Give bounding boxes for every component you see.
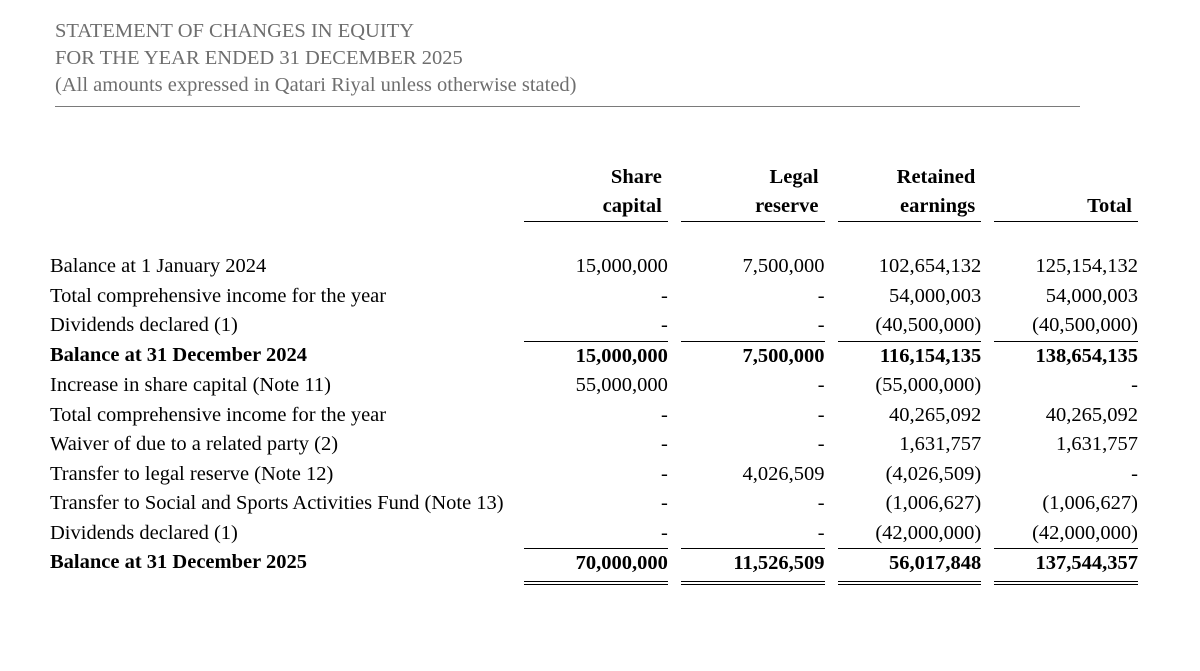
table-row [50, 489, 1138, 519]
retained-earnings-value: (42,000,000) [875, 521, 982, 544]
total-value: - [1131, 374, 1138, 396]
table-row [50, 282, 1138, 312]
retained-earnings-value: (4,026,509) [885, 462, 982, 485]
statement-title: STATEMENT OF CHANGES IN EQUITY [55, 20, 415, 42]
legal-reserve-value: 7,500,000 [681, 341, 825, 372]
total-value: 1,631,757 [1056, 433, 1138, 455]
currency-note: (All amounts expressed in Qatari Riyal unless otherwise stated) [55, 74, 577, 96]
table-row [50, 430, 1138, 460]
row-label: Increase in share capital (Note 11) [50, 374, 331, 396]
share-capital-value: - [660, 492, 668, 514]
column-header-retained-earnings [838, 163, 982, 222]
retained-earnings-value: 102,654,132 [878, 255, 982, 277]
row-label: Dividends declared (1) [50, 521, 238, 544]
column-header-line1 [994, 163, 1138, 192]
total-value: (42,000,000) [1032, 521, 1138, 544]
share-capital-value: - [660, 433, 668, 455]
total-value: 137,544,357 [994, 548, 1138, 585]
total-value: 54,000,003 [1045, 284, 1138, 307]
column-header-share-capital [524, 163, 668, 222]
row-label: Total comprehensive income for the year [50, 284, 387, 307]
column-header-line2: capital [602, 195, 662, 217]
subtotal-row [50, 341, 1138, 372]
total-value: 125,154,132 [1035, 255, 1138, 277]
legal-reserve-value: - [817, 433, 825, 455]
statement-header [55, 18, 1080, 99]
share-capital-value: - [660, 284, 668, 307]
share-capital-value: 55,000,000 [575, 374, 668, 396]
retained-earnings-value: 1,631,757 [899, 433, 982, 455]
row-label: Dividends declared (1) [50, 314, 238, 336]
column-header-line2: reserve [755, 195, 819, 217]
retained-earnings-value: 56,017,848 [838, 548, 982, 585]
retained-earnings-value: 116,154,135 [838, 341, 982, 372]
share-capital-value: 70,000,000 [524, 548, 668, 585]
total-value: - [1131, 462, 1138, 485]
column-header-line2: earnings [900, 195, 976, 217]
share-capital-value: - [660, 403, 668, 426]
retained-earnings-value: 54,000,003 [888, 284, 982, 307]
retained-earnings-value: (1,006,627) [885, 492, 982, 514]
share-capital-value: - [660, 521, 668, 544]
column-header-line1: Share [610, 166, 662, 188]
row-label: Transfer to legal reserve (Note 12) [50, 462, 334, 485]
share-capital-value: 15,000,000 [575, 255, 668, 277]
legal-reserve-value: 7,500,000 [742, 255, 825, 277]
total-value: 138,654,135 [994, 341, 1138, 372]
legal-reserve-value: - [817, 492, 825, 514]
column-header-total [994, 163, 1138, 222]
label-column-header [50, 163, 514, 222]
table-row [50, 401, 1138, 431]
equity-table [50, 163, 1138, 585]
row-label: Transfer to Social and Sports Activities Fund (Note 13) [50, 492, 504, 514]
row-label: Balance at 1 January 2024 [50, 255, 267, 277]
legal-reserve-value: 4,026,509 [742, 462, 825, 485]
table-row [50, 311, 1138, 341]
share-capital-value: 15,000,000 [524, 341, 668, 372]
legal-reserve-value: - [817, 521, 825, 544]
legal-reserve-value: - [817, 284, 825, 307]
table-row [50, 519, 1138, 549]
legal-reserve-value: 11,526,509 [681, 548, 825, 585]
retained-earnings-value: (40,500,000) [875, 314, 982, 336]
statement-period: FOR THE YEAR ENDED 31 DECEMBER 2025 [55, 47, 463, 69]
header-divider [55, 106, 1080, 107]
row-label: Total comprehensive income for the year [50, 403, 387, 426]
column-header-line1: Retained [896, 166, 976, 188]
table-row [50, 371, 1138, 401]
table-row [50, 252, 1138, 282]
legal-reserve-value: - [817, 314, 825, 336]
row-label: Balance at 31 December 2024 [50, 343, 307, 366]
total-value: 40,265,092 [1045, 403, 1138, 426]
table-row [50, 460, 1138, 490]
total-value: (1,006,627) [1042, 492, 1138, 514]
closing-balance-row [50, 548, 1138, 585]
column-header-line1: Legal [769, 166, 819, 188]
share-capital-value: - [660, 314, 668, 336]
retained-earnings-value: (55,000,000) [875, 374, 982, 396]
retained-earnings-value: 40,265,092 [888, 403, 982, 426]
row-label: Balance at 31 December 2025 [50, 551, 307, 573]
total-value: (40,500,000) [1032, 314, 1138, 336]
legal-reserve-value: - [817, 403, 825, 426]
column-header-line2: Total [1087, 195, 1132, 217]
share-capital-value: - [660, 462, 668, 485]
column-header-legal-reserve [681, 163, 825, 222]
column-header-row [50, 163, 1138, 222]
legal-reserve-value: - [817, 374, 825, 396]
row-label: Waiver of due to a related party (2) [50, 433, 339, 455]
